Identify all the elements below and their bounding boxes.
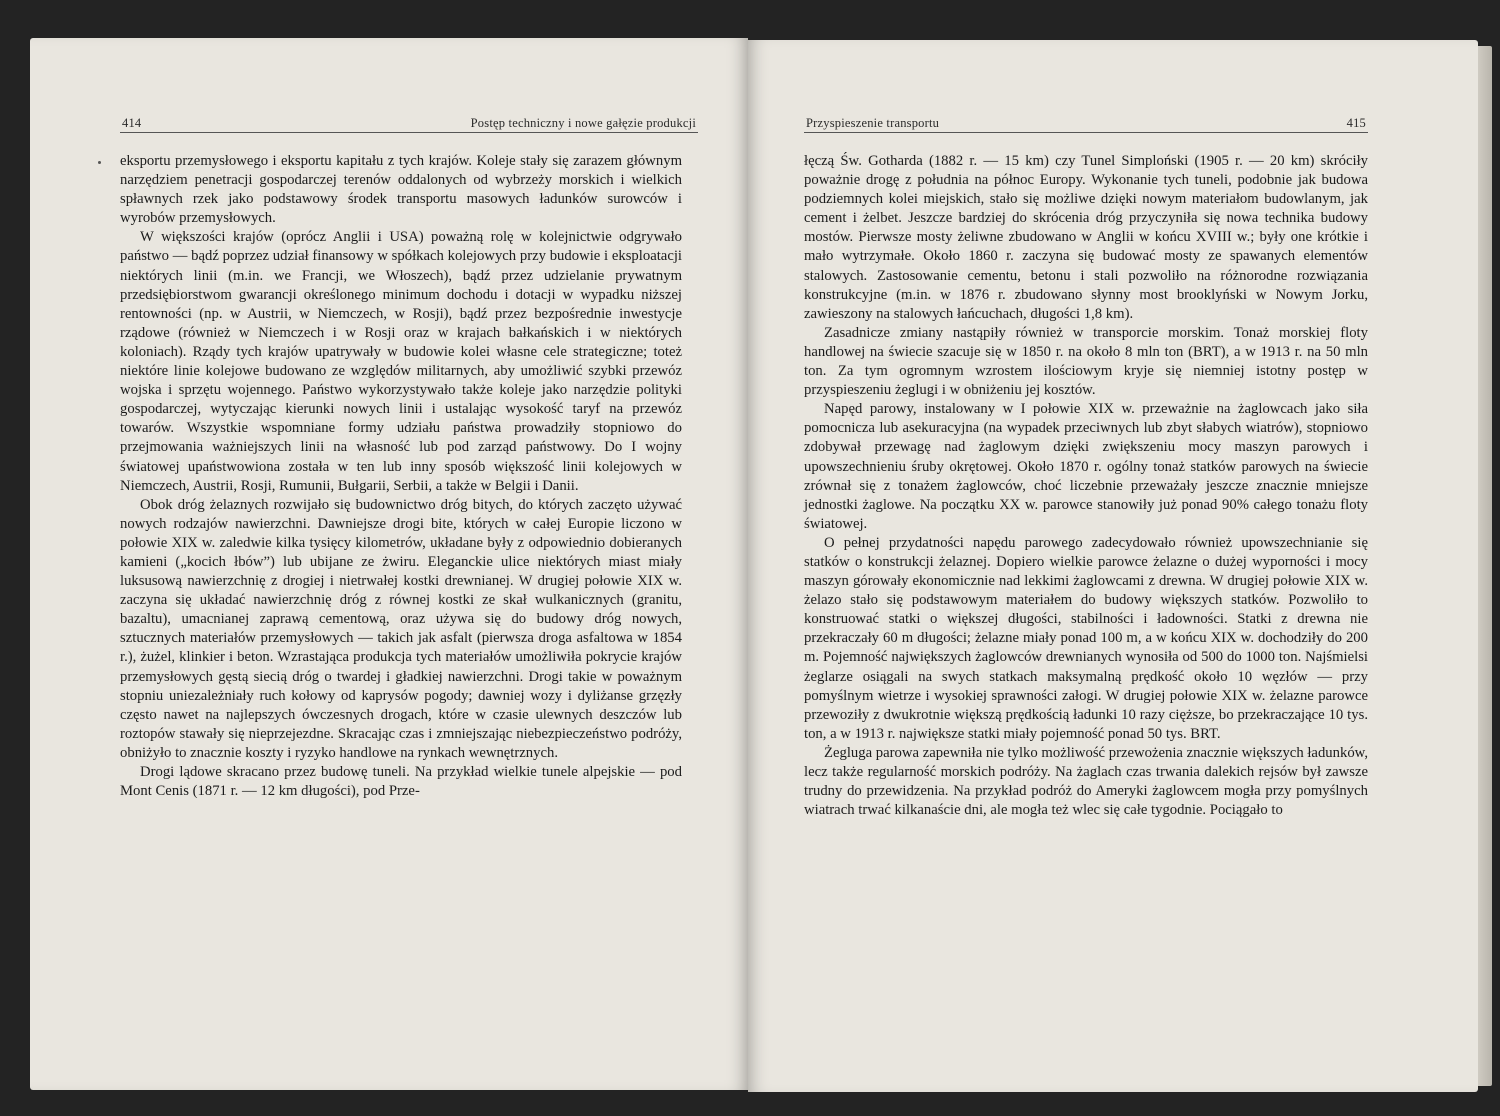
right-header-rule	[804, 132, 1368, 133]
paragraph: Napęd parowy, instalowany w I połowie XIX w. przeważnie na żaglowcach jako siła pomocnicza lub asekuracyjna (na wypadek przeciwnych lub zbyt słabych wiatrów), stopniowo zdobywał przewagę nad żaglowym dzięki zwiększeniu mocy maszyn parowych i upowszechnieniu śruby okrętowej. Około 1870 r. ogólny tonaż statków parowych na świecie zrównał się z tonażem żaglowców, choć liczebnie przeważały jeszcze znacznie mniejsze jednostki żaglowe. Na początku XX w. parowce stanowiły już ponad 90% całego tonażu floty światowej.	[804, 401, 1368, 532]
paragraph: O pełnej przydatności napędu parowego zadecydowało również upowszechnianie się statków o konstrukcji żelaznej. Dopiero wielkie parowce żelazne o dużej wyporności i mocy maszyn górowały ekonomicznie nad lekkimi żaglowcami z drewna. W drugiej połowie XIX w. żelazo stało się podstawowym materiałem do budowy większych statków. Pozwoliło to konstruować statki o większej długości, stabilności i ładowności. Statki z drewna nie przekraczały 60 m długości; żelazne miały ponad 100 m, a w końcu XIX w. dochodziły do 200 m. Pojemność największych żaglowców drewnianych wynosiła od 500 do 1000 ton. Najśmielsi żeglarze osiągali na swych statkach maksymalną prędkość około 10 węzłów — przy pomyślnym wietrze i wysokiej sprawności załogi. W drugiej połowie XIX w. żelazne parowce przewoziły z dwukrotnie większą prędkością ładunki 10 razy cięższe, bo przekraczające 10 tys. ton, a w 1913 r. największe statki miały pojemność ponad 50 tys. BRT.	[804, 534, 1368, 742]
left-page-number: 414	[122, 116, 142, 130]
left-header-rule	[120, 132, 698, 133]
page-edge	[1478, 46, 1492, 1086]
paragraph: Obok dróg żelaznych rozwijało się budownictwo dróg bitych, do których zaczęto używać nowych rodzajów nawierzchni. Dawniejsze drogi bite, których w całej Europie liczono w połowie XIX w. zaledwie kilka tysięcy kilometrów, układane były z odpowiednio dobieranych kamieni („kocich łbów”) lub ubijane ze żwiru. Eleganckie ulice niektórych miast miały luksusową nawierzchnię z drogiej i nietrwałej kostki drewnianej. W drugiej połowie XIX w. zaczyna się układać nawierzchnię dróg z równej kostki ze skał wulkanicznych (granitu, bazaltu), umacnianej zaprawą cementową, oraz używa się do budowy dróg nowych, sztucznych materiałów przemysłowych — takich jak asfalt (pierwsza droga asfaltowa w 1854 r.), żużel, klinkier i beton. Wzrastająca produkcja tych materiałów umożliwiła pokrycie krajów przemysłowych gęstą siecią dróg o twardej i gładkiej nawierzchni. Drogi takie w poważnym stopniu uniezależniały ruch kołowy od kaprysów pogody; dawniej wozy i dyliżanse grzęzły często nawet na najlepszych ówczesnych drogach, które w czasie ulewnych deszczów lub roztopów stawały się nieprzejezdne. Skracając czas i zmniejszając niebezpieczeństwo podróży, obniżyło to znacznie koszty i ryzyko handlowe na rynkach wewnętrznych.	[120, 496, 682, 761]
paragraph: W większości krajów (oprócz Anglii i USA) poważną rolę w kolejnictwie odgrywało państwo — bądź poprzez udział finansowy w spółkach kolejowych przy budowie i eksploatacji niektórych linii (m.in. we Francji, we Włoszech), bądź przez udzielanie prywatnym przedsiębiorstwom gwarancji określonego minimum dochodu i dotacji w wypadku niższej rentowności (np. w Austrii, w Niemczech, w Rosji), bądź przez bezpośrednie inwestycje rządowe (również w Niemczech i w Rosji oraz w krajach bałkańskich i w niektórych koloniach). Rządy tych krajów upatrywały w budowie kolei własne cele strategiczne; toteż niektóre linie kolejowe budowano ze względów militarnych, aby umożliwić szybki przewóz wojska i sprzętu wojennego. Państwo wykorzystywało także koleje jako narzędzie polityki gospodarczej, wytyczając kierunki nowych linii i ustalając wysokość taryf na przewóz towarów. Wszystkie wspomniane formy udziału państwa prowadziły stopniowo do przejmowania ważniejszych linii na własność lub pod zarząd państwowy. Do I wojny światowej upaństwowiona została w ten lub inny sposób większość linii kolejowych w Niemczech, Austrii, Rosji, Rumunii, Bułgarii, Serbii, a także w Belgii i Danii.	[120, 229, 682, 494]
paragraph: łęczą Św. Gotharda (1882 r. — 15 km) czy Tunel Simploński (1905 r. — 20 km) skróciły poważnie drogę z południa na północ Europy. Wykonanie tych tuneli, podobnie jak budowa podziemnych kolei miejskich, stało się możliwe dzięki nowym materiałom budowlanym, jak cement i żelbet. Jeszcze bardziej do skrócenia dróg przyczyniła się nowa technika budowy mostów. Pierwsze mosty żeliwne zbudowano w Anglii w końcu XVIII w.; były one krótkie i mało wytrzymałe. Około 1860 r. zaczyna się budować mosty ze spawanych elementów stalowych. Zastosowanie cementu, betonu i stali pozwoliło na różnorodne rozwiązania konstrukcyjne (m.in. w 1876 r. zbudowano słynny most brooklyński w Nowym Jorku, zawieszony na stalowych łańcuchach, długości 1,8 km).	[804, 153, 1368, 322]
margin-mark	[98, 161, 101, 164]
left-body-text	[120, 152, 682, 801]
paragraph: eksportu przemysłowego i eksportu kapitału z tych krajów. Koleje stały się zarazem głównym narzędziem penetracji gospodarczej terenów oddalonych od wybrzeży morskich i wielkich spławnych rzek jako podstawowy środek transportu masowych ładunków surowców i wyrobów przemysłowych.	[120, 153, 682, 227]
paragraph: Żegluga parowa zapewniła nie tylko możliwość przewożenia znacznie większych ładunków, lecz także regularność morskich podróży. Na żaglach czas trwania dalekich rejsów był zawsze trudny do przewidzenia. Na przykład podróż do Ameryki żaglowcem mogła przy pomyślnych wiatrach trwać kilkanaście dni, ale mogła też wlec się całe tygodnie. Pociągało to	[804, 744, 1368, 819]
paragraph: Drogi lądowe skracano przez budowę tuneli. Na przykład wielkie tunele alpejskie — pod Mont Cenis (1871 r. — 12 km długości), pod Prze-	[120, 764, 682, 800]
left-running-title: Postęp techniczny i nowe gałęzie produkcji	[470, 116, 696, 130]
right-running-title: Przyspieszenie transportu	[806, 116, 940, 130]
right-page-number: 415	[1346, 116, 1366, 130]
paragraph: Zasadnicze zmiany nastąpiły również w transporcie morskim. Tonaż morskiej floty handlowej na świecie szacuje się w 1850 r. na około 8 mln ton (BRT), a w 1913 r. na 50 mln ton. Za tym ogromnym wzrostem ilościowym kryje się niemniej istotny postęp w przyspieszeniu żeglugi i w obniżeniu jej kosztów.	[804, 324, 1368, 399]
right-body-text	[804, 152, 1368, 820]
